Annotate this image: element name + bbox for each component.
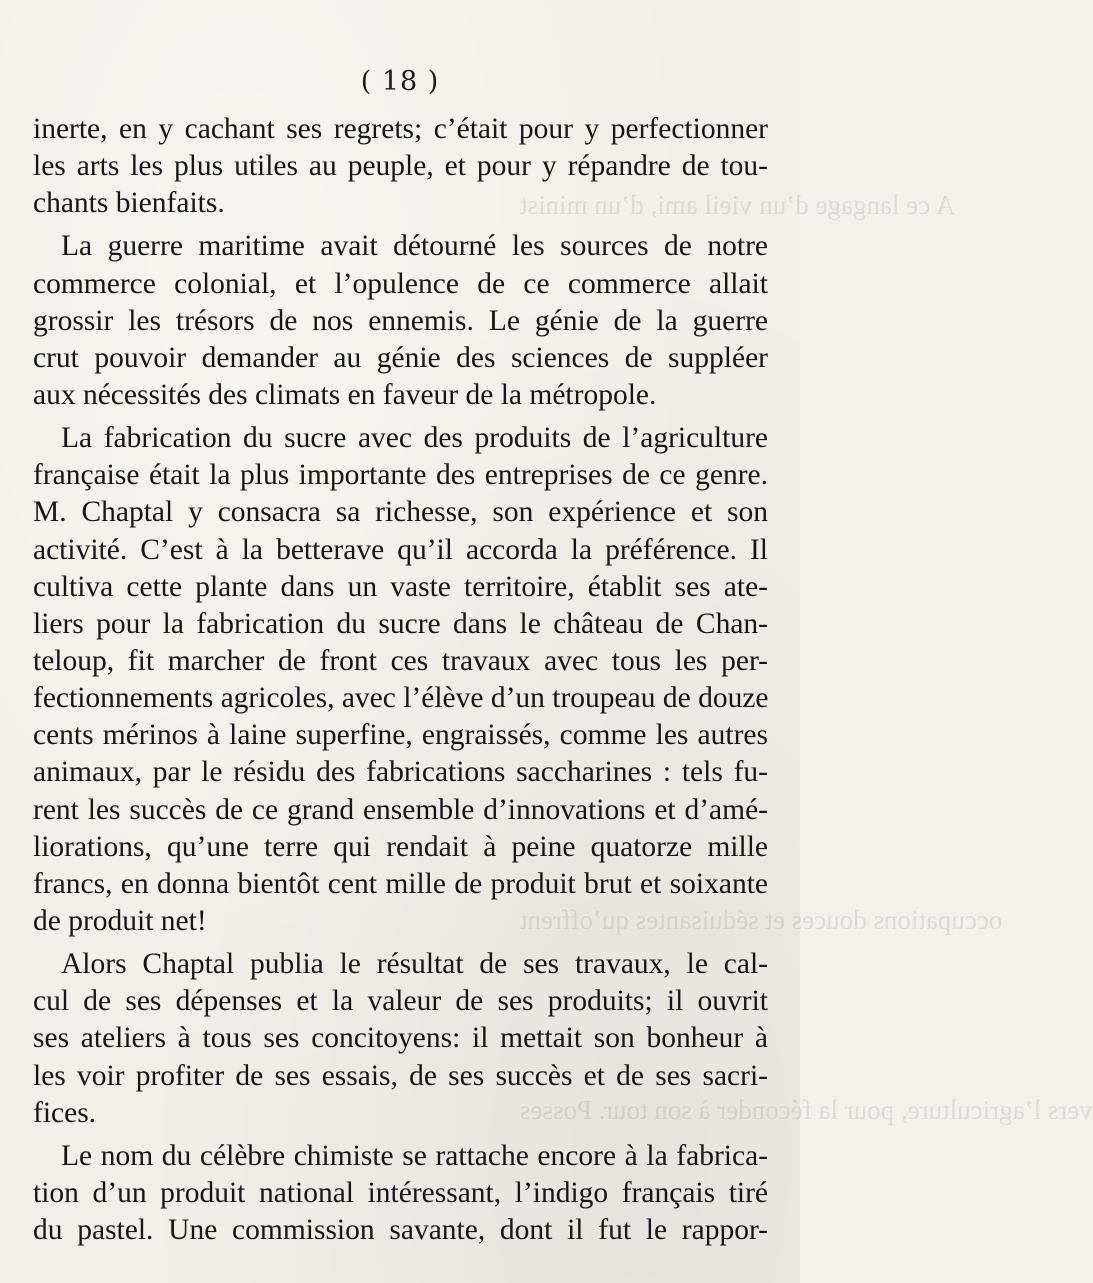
text-line: liers pour la fabrication du sucre dans le château de Chan- [33, 607, 768, 640]
text-line: fices. [33, 1096, 97, 1129]
text-line: crut pouvoir demander au génie des sciences de suppléer [33, 341, 768, 374]
text-line: Alors Chaptal publia le résultat de ses travaux, le cal- [61, 948, 768, 981]
text-line: M. Chaptal y consacra sa richesse, son expérience et son [33, 496, 768, 529]
text-line: La guerre maritime avait détourné les sources de notre [61, 230, 768, 263]
bleed-through-text: occupations douces et séduisantes qu’offrent [520, 905, 1003, 935]
text-line: cul de ses dépenses et la valeur de ses produits; il ouvrit [33, 985, 768, 1018]
text-line: grossir les trésors de nos ennemis. Le génie de la guerre [33, 304, 768, 337]
paragraph [33, 228, 768, 414]
text-line: La fabrication du sucre avec des produits de l’agriculture [61, 422, 768, 455]
paragraph [33, 946, 768, 1132]
text-line: teloup, fit marcher de front ces travaux avec tous les per- [33, 644, 768, 677]
text-line: de produit net! [33, 904, 207, 937]
text-line: aux nécessités des climats en faveur de la métropole. [33, 378, 657, 411]
text-line: liorations, qu’une terre qui rendait à peine quatorze mille [33, 830, 768, 863]
text-line: inerte, en y cachant ses regrets; c’était pour y perfectionner [33, 113, 768, 145]
text-line: commerce colonial, et l’opulence de ce commerce allait [33, 267, 768, 300]
text-line: rent les succès de ce grand ensemble d’innovations et d’amé- [33, 793, 768, 826]
text-line: francs, en donna bientôt cent mille de produit brut et soixante [33, 867, 768, 900]
text-line: cents mérinos à laine superfine, engraissés, comme les autres [33, 719, 768, 752]
text-line: française était la plus importante des entreprises de ce genre. [33, 459, 768, 492]
text-line: du pastel. Une commission savante, dont il fut le rappor- [33, 1214, 768, 1247]
text-line: cultiva cette plante dans un vaste territoire, établit ses ate- [33, 570, 768, 603]
bleed-through-text: vers l’agriculture, pour la féconder à son tour. Posses [520, 1095, 1093, 1125]
text-line: chants bienfaits. [33, 187, 225, 220]
text-line: les arts les plus utiles au peuple, et pour y répandre de tou- [33, 150, 768, 183]
text-line: les voir profiter de ses essais, de ses succès et de ses sacri- [33, 1059, 768, 1092]
text-line: Le nom du célèbre chimiste se rattache encore à la fabrica- [61, 1139, 768, 1172]
body-text [33, 111, 768, 1249]
text-line: fectionnements agricoles, avec l’élève d’un troupeau de douze [33, 682, 769, 715]
bleed-through-text: A ce langage d’un vieil ami, d’un minist [520, 190, 955, 220]
text-line: ses ateliers à tous ses concitoyens: il mettait son bonheur à [33, 1022, 768, 1055]
text-line: tion d’un produit national intéressant, l’indigo français tiré [33, 1176, 768, 1209]
paragraph [33, 1138, 768, 1249]
text-line: activité. C’est à la betterave qu’il accorda la préférence. Il [33, 533, 768, 566]
text-line: animaux, par le résidu des fabrications saccharines : tels fu- [33, 756, 768, 789]
paragraph [33, 111, 768, 222]
paragraph [33, 420, 768, 940]
page-number: ( 18 ) [360, 66, 440, 97]
